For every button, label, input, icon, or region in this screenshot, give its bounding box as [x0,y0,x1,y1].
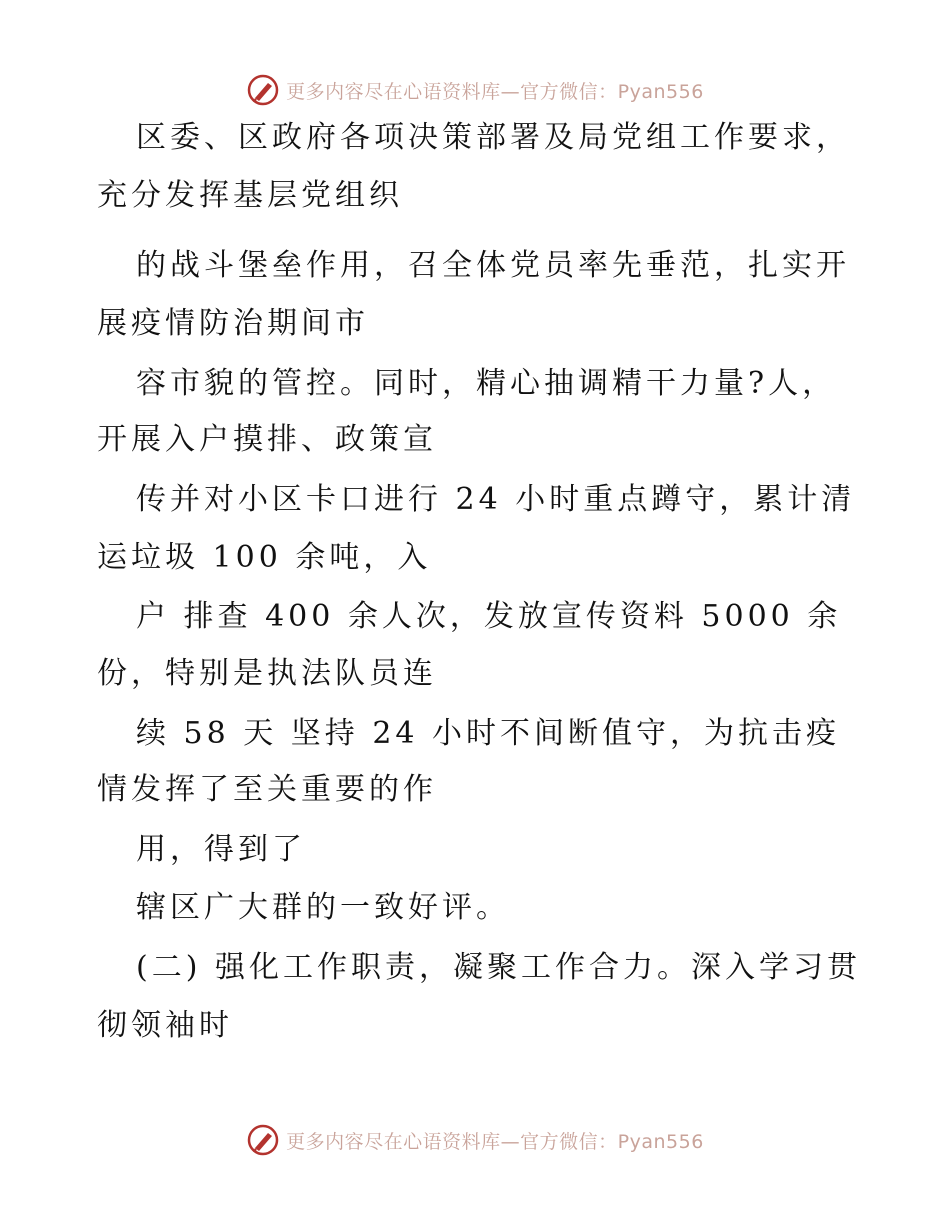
body-line: 开展入户摸排、政策宣 [97,422,437,457]
footer-watermark-text: 更多内容尽在心语资料库—官方微信：Pyan556 [286,1130,704,1153]
body-line: 运垃圾 100 余吨，入 [97,540,432,575]
body-line: 彻领袖时 [97,1008,233,1043]
body-line: 传并对小区卡口进行 24 小时重点蹲守，累计清 [136,482,856,517]
red-pen-seal-logo [246,73,280,107]
body-line: 情发挥了至关重要的作 [97,772,437,807]
body-line: 辖区广大群的一致好评。 [136,890,510,925]
body-line: 区委、区政府各项决策部署及局党组工作要求， [136,120,850,155]
body-line: 用，得到了 [136,832,306,867]
header-watermark [0,70,950,110]
footer-watermark [0,1120,950,1160]
body-line: 户 排查 400 余人次，发放宣传资料 5000 余 [136,599,842,634]
header-watermark-text: 更多内容尽在心语资料库—官方微信：Pyan556 [286,80,704,103]
body-line: 份，特别是执法队员连 [97,656,437,691]
body-line: 的战斗堡垒作用，召全体党员率先垂范，扎实开 [136,248,850,283]
body-line: 续 58 天 坚持 24 小时不间断值守，为抗击疫 [136,716,841,751]
body-line: 充分发挥基层党组织 [97,178,403,213]
body-line: 容市貌的管控。同时，精心抽调精干力量?人， [136,366,837,401]
body-line: (二) 强化工作职责，凝聚工作合力。深入学习贯 [136,950,861,985]
body-line: 展疫情防治期间市 [97,306,369,341]
red-pen-seal-logo [246,1123,280,1157]
